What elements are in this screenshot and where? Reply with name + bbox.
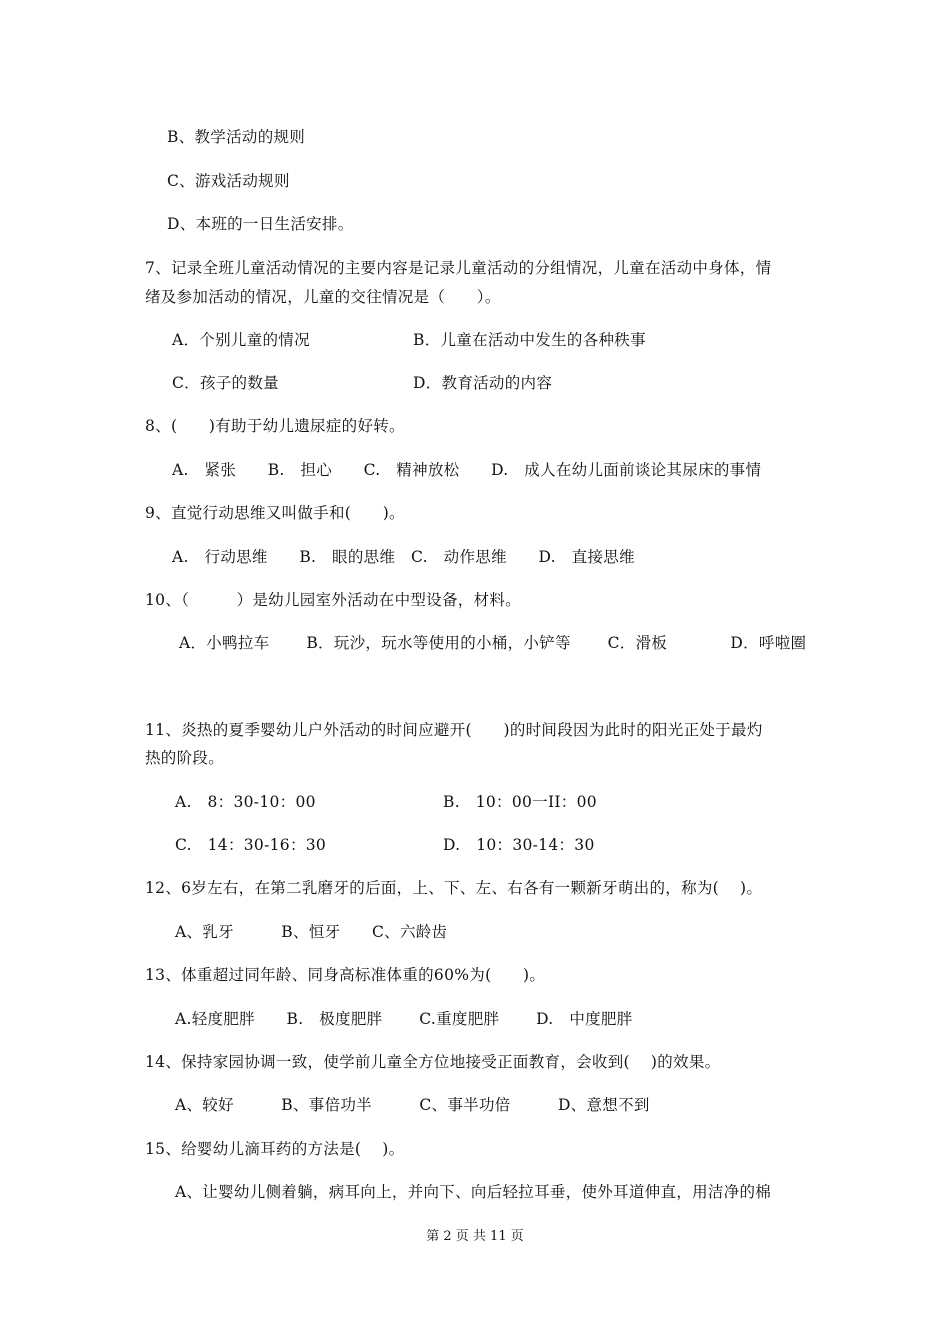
question-12: 12、6岁左右，在第二乳磨牙的后面，上、下、左、右各有一颗新牙萌出的，称为( )。 (145, 879, 763, 897)
question-9-options: A. 行动思维 B. 眼的思维 C. 动作思维 D. 直接思维 (172, 548, 635, 566)
question-7-option-c: C．孩子的数量 (172, 374, 279, 392)
question-8: 8、( )有助于幼儿遗尿症的好转。 (145, 417, 405, 435)
question-11-option-a: A. 8：30-10：00 (175, 793, 316, 811)
question-14-options: A、较好 B、事倍功半 C、事半功倍 D、意想不到 (175, 1096, 650, 1114)
question-9: 9、直觉行动思维又叫做手和( )。 (145, 504, 405, 522)
option-c-game-rules: C、游戏活动规则 (167, 172, 290, 190)
question-15-option-a: A、让婴幼儿侧着躺，病耳向上，并向下、向后轻拉耳垂，使外耳道伸直，用洁净的棉 (175, 1183, 772, 1201)
option-d-daily-schedule: D、本班的一日生活安排。 (167, 215, 354, 233)
page-number-footer: 第 2 页 共 11 页 (426, 1229, 524, 1244)
question-15: 15、给婴幼儿滴耳药的方法是( )。 (145, 1140, 405, 1158)
question-11-option-b: B. 10：00一II：00 (443, 793, 597, 811)
question-8-options: A. 紧张 B. 担心 C. 精神放松 D. 成人在幼儿面前谈论其尿床的事情 (172, 461, 762, 479)
question-14: 14、保持家园协调一致，使学前儿童全方位地接受正面教育，会收到( )的效果。 (145, 1053, 721, 1071)
question-7-line-2: 绪及参加活动的情况，儿童的交往情况是（ ）。 (145, 288, 501, 306)
question-12-options: A、乳牙 B、恒牙 C、六龄齿 (175, 923, 448, 941)
question-7-line-1: 7、记录全班儿童活动情况的主要内容是记录儿童活动的分组情况，儿童在活动中身体，情 (145, 259, 772, 277)
question-10-options: A．小鸭拉车 B．玩沙，玩水等使用的小桶，小铲等 C．滑板 D．呼啦圈 (179, 634, 807, 652)
question-11-line-1: 11、炎热的夏季婴幼儿户外活动的时间应避开( )的时间段因为此时的阳光正处于最灼 (145, 721, 763, 739)
option-b-teaching-rules: B、教学活动的规则 (167, 128, 306, 146)
question-13: 13、体重超过同年龄、同身高标准体重的60%为( )。 (145, 966, 546, 984)
question-10: 10、（ ）是幼儿园室外活动在中型设备，材料。 (145, 591, 521, 609)
question-11-option-c: C. 14：30-16：30 (175, 836, 327, 854)
question-11-option-d: D. 10：30-14：30 (443, 836, 595, 854)
question-7-option-a: A．个别儿童的情况 (172, 331, 310, 349)
question-13-options: A.轻度肥胖 B. 极度肥胖 C.重度肥胖 D. 中度肥胖 (175, 1010, 633, 1028)
question-11-line-2: 热的阶段。 (145, 749, 225, 767)
question-7-option-d: D．教育活动的内容 (413, 374, 553, 392)
question-7-option-b: B．儿童在活动中发生的各种秩事 (413, 331, 646, 349)
